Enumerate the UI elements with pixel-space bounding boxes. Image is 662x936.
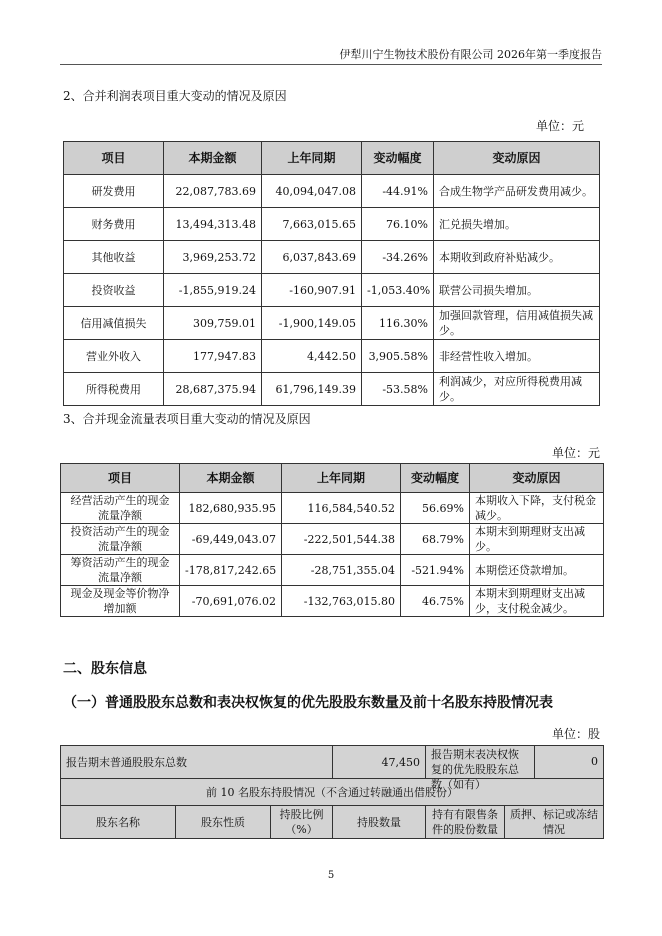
current-amount-cell: 177,947.83 [164,340,262,373]
change-rate-cell: -53.58% [362,373,434,406]
prior-amount-cell: 7,663,015.65 [262,208,362,241]
prior-amount-cell: -28,751,355.04 [282,555,401,586]
col-header-current: 本期金额 [180,464,282,493]
prior-amount-cell: 6,037,843.69 [262,241,362,274]
top10-title: 前 10 名股东持股情况（不含通过转融通出借股份） [61,779,604,806]
col-header-item: 项目 [64,142,164,175]
item-cell: 所得税费用 [64,373,164,406]
table-row [64,274,600,307]
prior-amount-cell: 116,584,540.52 [282,493,401,524]
item-cell: 研发费用 [64,175,164,208]
change-rate-cell: 76.10% [362,208,434,241]
change-rate-cell: -34.26% [362,241,434,274]
shareholder-table [60,745,604,839]
current-amount-cell: 28,687,375.94 [164,373,262,406]
change-rate-cell: -1,053.40% [362,274,434,307]
item-cell: 营业外收入 [64,340,164,373]
reason-cell: 利润减少，对应所得税费用减少。 [434,373,600,406]
item-cell: 其他收益 [64,241,164,274]
col-header-name: 股东名称 [61,806,176,839]
total-shareholders-value: 47,450 [333,746,426,779]
col-header-quantity: 持股数量 [333,806,426,839]
prior-amount-cell: -132,763,015.80 [282,586,401,617]
col-header-pledge: 质押、标记或冻结情况 [505,806,604,839]
table-row [61,586,604,617]
col-header-nature: 股东性质 [176,806,271,839]
reason-cell: 本期偿还贷款增加。 [470,555,604,586]
reason-cell: 本期末到期理财支出减少，支付税金减少。 [470,586,604,617]
col-header-change: 变动幅度 [401,464,470,493]
reason-cell: 本期收入下降，支付税金减少。 [470,493,604,524]
item-cell: 投资收益 [64,274,164,307]
table-row [61,746,604,779]
table-row [64,241,600,274]
reason-cell: 合成生物学产品研发费用减少。 [434,175,600,208]
header-divider [60,64,602,65]
current-amount-cell: -1,855,919.24 [164,274,262,307]
col-header-change: 变动幅度 [362,142,434,175]
income-statement-changes-table [63,141,600,406]
shareholder-unit-label: 单位：股 [551,727,600,741]
income-unit-label: 单位：元 [535,119,584,133]
change-rate-cell: -521.94% [401,555,470,586]
table-row [61,555,604,586]
item-cell: 投资活动产生的现金流量净额 [61,524,180,555]
current-amount-cell: 182,680,935.95 [180,493,282,524]
table-row [64,373,600,406]
table-row [64,208,600,241]
preferred-shareholders-label [426,746,604,791]
cashflow-changes-table [60,463,604,617]
change-rate-cell: -44.91% [362,175,434,208]
change-rate-cell: 46.75% [401,586,470,617]
table-row [61,493,604,524]
change-rate-cell: 116.30% [362,307,434,340]
table-row [61,779,604,806]
item-cell: 经营活动产生的现金流量净额 [61,493,180,524]
col-header-ratio: 持股比例（%） [271,806,333,839]
table-row [64,175,600,208]
current-amount-cell: 22,087,783.69 [164,175,262,208]
current-amount-cell: 13,494,313.48 [164,208,262,241]
total-shareholders-label: 报告期末普通股股东总数 [61,746,333,779]
preferred-shareholders-label-text: 报告期末表决权恢复的优先股股东总数（如有） [426,746,535,778]
current-amount-cell: -178,817,242.65 [180,555,282,586]
table-header-row [61,806,604,839]
item-cell: 信用减值损失 [64,307,164,340]
shareholder-subheading: （一）普通股股东总数和表决权恢复的优先股股东数量及前十名股东持股情况表 [63,695,553,711]
col-header-prior: 上年同期 [262,142,362,175]
prior-amount-cell: 61,796,149.39 [262,373,362,406]
cashflow-heading: 3、合并现金流量表项目重大变动的情况及原因 [63,412,311,426]
col-header-restricted: 持有有限售条件的股份数量 [426,806,505,839]
reason-cell: 加强回款管理，信用减值损失减少。 [434,307,600,340]
cashflow-unit-label: 单位：元 [551,446,600,460]
col-header-prior: 上年同期 [282,464,401,493]
col-header-item: 项目 [61,464,180,493]
current-amount-cell: 3,969,253.72 [164,241,262,274]
item-cell: 财务费用 [64,208,164,241]
prior-amount-cell: 4,442.50 [262,340,362,373]
item-cell: 筹资活动产生的现金流量净额 [61,555,180,586]
page-number: 5 [327,870,335,881]
reason-cell: 本期收到政府补贴减少。 [434,241,600,274]
reason-cell: 联营公司损失增加。 [434,274,600,307]
preferred-shareholders-value: 0 [591,755,598,768]
current-amount-cell: -70,691,076.02 [180,586,282,617]
table-row [64,307,600,340]
current-amount-cell: -69,449,043.07 [180,524,282,555]
prior-amount-cell: -1,900,149.05 [262,307,362,340]
prior-amount-cell: -222,501,544.38 [282,524,401,555]
table-header-row [61,464,604,493]
change-rate-cell: 56.69% [401,493,470,524]
col-header-reason: 变动原因 [434,142,600,175]
report-header-title: 伊犁川宁生物技术股份有限公司 2026年第一季度报告 [339,48,602,61]
income-statement-heading: 2、合并利润表项目重大变动的情况及原因 [63,89,287,103]
prior-amount-cell: -160,907.91 [262,274,362,307]
reason-cell: 非经营性收入增加。 [434,340,600,373]
item-cell: 现金及现金等价物净增加额 [61,586,180,617]
table-row [64,340,600,373]
shareholder-section-heading: 二、股东信息 [63,661,147,677]
change-rate-cell: 3,905.58% [362,340,434,373]
prior-amount-cell: 40,094,047.08 [262,175,362,208]
change-rate-cell: 68.79% [401,524,470,555]
table-row [61,524,604,555]
reason-cell: 本期末到期理财支出减少。 [470,524,604,555]
col-header-reason: 变动原因 [470,464,604,493]
reason-cell: 汇兑损失增加。 [434,208,600,241]
table-header-row [64,142,600,175]
current-amount-cell: 309,759.01 [164,307,262,340]
col-header-current: 本期金额 [164,142,262,175]
